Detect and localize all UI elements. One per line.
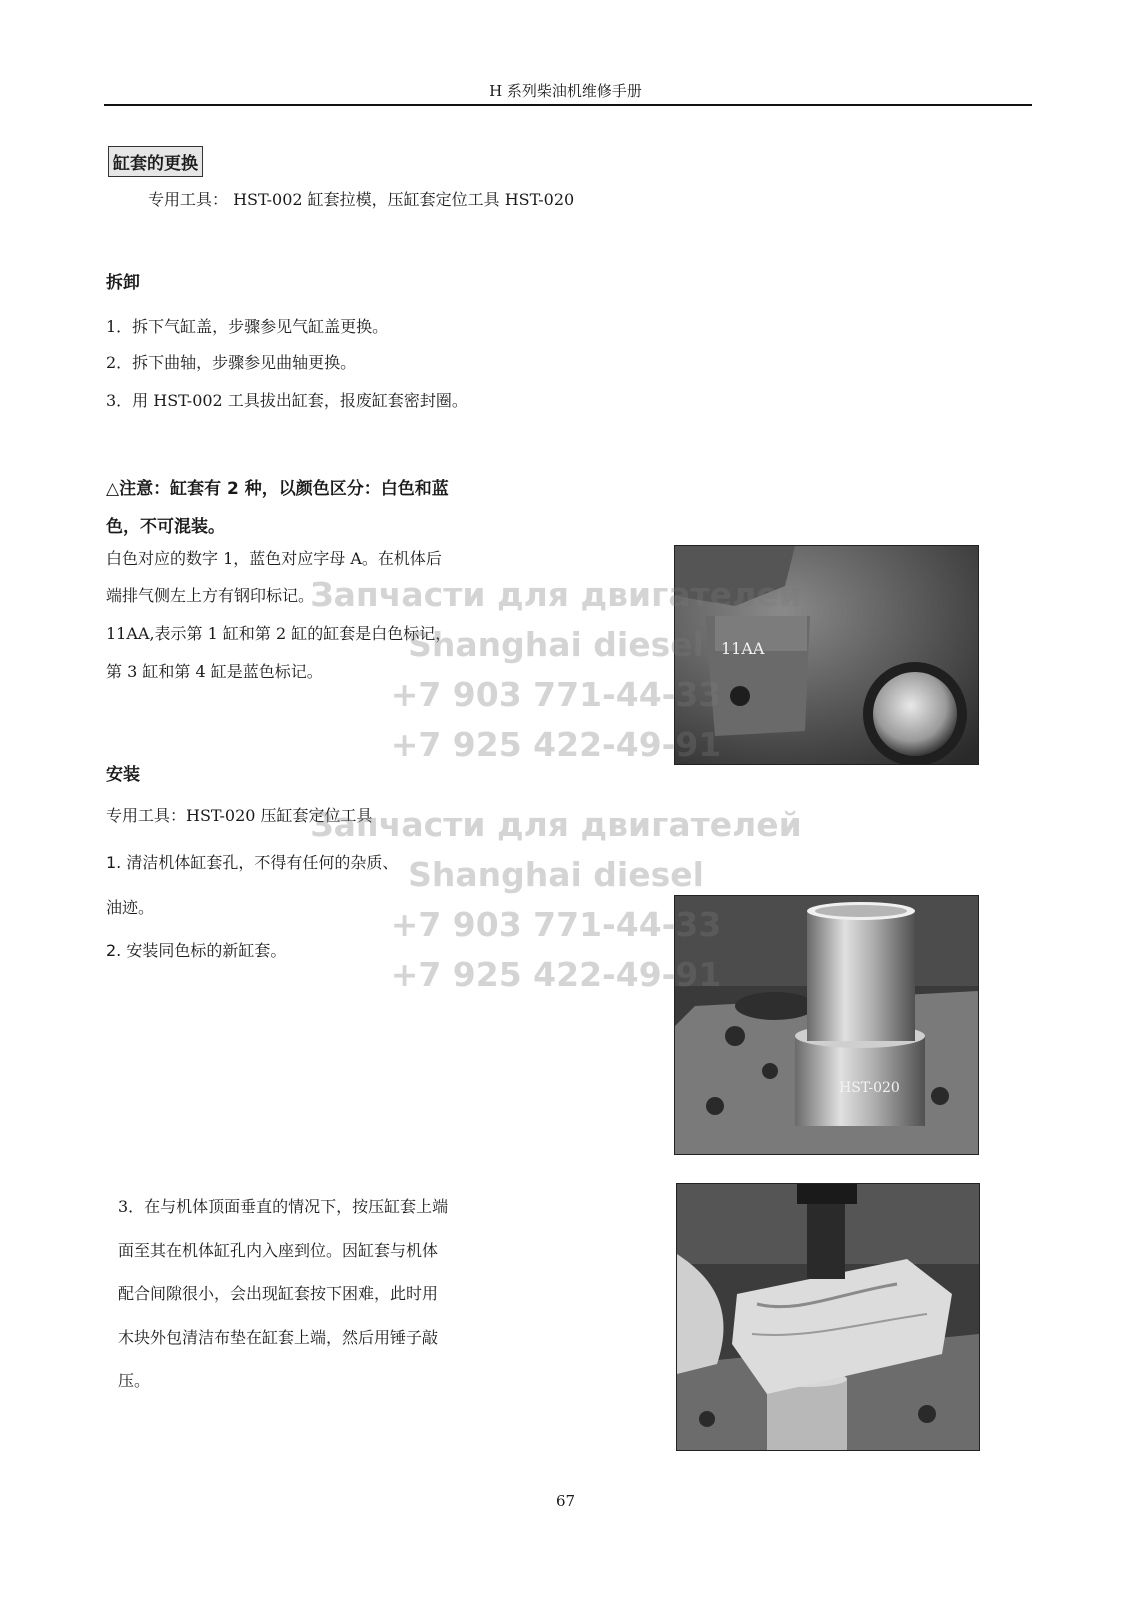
tool-label: HST-020 — [839, 1080, 900, 1096]
watermark-line: +7 925 422-49-91 — [390, 955, 722, 994]
watermark-block-1 — [206, 570, 906, 770]
removal-step-2: 2．拆下曲轴，步骤参见曲轴更换。 — [106, 353, 357, 372]
install-step-1: 1. 清洁机体缸套孔，不得有任何的杂质、 — [106, 853, 399, 872]
caution-note-line-2: 色，不可混装。 — [106, 517, 225, 537]
watermark-line: +7 925 422-49-91 — [390, 725, 722, 764]
install-step-3-line-1: 3．在与机体顶面垂直的情况下，按压缸套上端 — [118, 1197, 449, 1216]
watermark-block-2 — [206, 800, 906, 1000]
install-step-3-line-4: 木块外包清洁布垫在缸套上端，然后用锤子敲 — [118, 1328, 439, 1347]
note-body-line-2: 端排气侧左上方有钢印标记。 — [106, 586, 315, 605]
watermark-line: Shanghai diesel — [408, 625, 704, 664]
page-number: 67 — [555, 1492, 576, 1510]
special-tools-line: 专用工具： HST-002 缸套拉模，压缸套定位工具 HST-020 — [148, 190, 575, 209]
note-body-line-3: 11AA,表示第 1 缸和第 2 缸的缸套是白色标记， — [106, 624, 452, 643]
install-step-3-line-2: 面至其在机体缸孔内入座到位。因缸套与机体 — [118, 1241, 439, 1260]
caution-note-line-1: △注意：缸套有 2 种，以颜色区分：白色和蓝 — [106, 479, 449, 499]
removal-heading: 拆卸 — [106, 273, 140, 293]
removal-step-3: 3．用 HST-002 工具拔出缸套，报废缸套密封圈。 — [106, 391, 468, 410]
removal-step-1: 1．拆下气缸盖，步骤参见气缸盖更换。 — [106, 317, 389, 336]
install-step-1-cont: 油迹。 — [106, 898, 155, 917]
install-tools-line: 专用工具：HST-020 压缸套定位工具 — [106, 806, 373, 825]
install-heading: 安装 — [106, 765, 140, 785]
install-step-3-line-3: 配合间隙很小，会出现缸套按下困难，此时用 — [118, 1284, 439, 1303]
running-header: H 系列柴油机维修手册 — [489, 82, 642, 100]
watermark-line: Запчасти для двигателей — [310, 805, 802, 844]
header-rule — [104, 104, 1032, 106]
watermark-line: Запчасти для двигателей — [310, 575, 802, 614]
watermark-line: +7 903 771-44-33 — [390, 675, 722, 714]
install-step-3-line-5: 压。 — [118, 1371, 151, 1390]
note-body-line-4: 第 3 缸和第 4 缸是蓝色标记。 — [106, 662, 323, 681]
hammer-liner-photo — [676, 1183, 980, 1451]
watermark-line: Shanghai diesel — [408, 855, 704, 894]
install-step-2: 2. 安装同色标的新缸套。 — [106, 941, 287, 960]
watermark-line: +7 903 771-44-33 — [390, 905, 722, 944]
section-title: 缸套的更换 — [108, 146, 203, 177]
note-body-line-1: 白色对应的数字 1，蓝色对应字母 A。在机体后 — [106, 549, 442, 568]
stamp-label: 11AA — [721, 639, 765, 658]
